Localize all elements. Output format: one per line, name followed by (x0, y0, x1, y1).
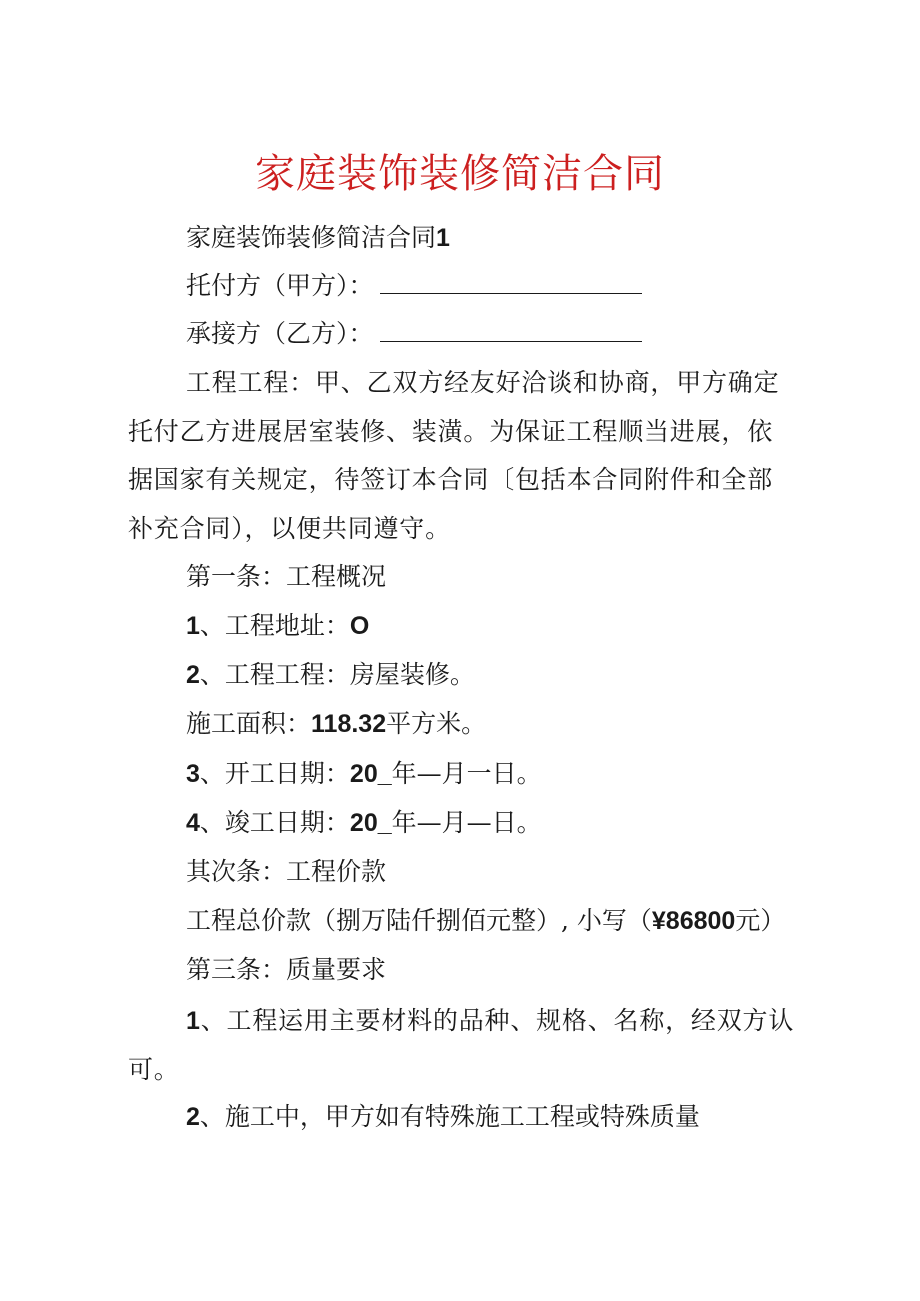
party-a-label: 托付方（甲方）： (186, 271, 374, 300)
price-text: 工程总价款（捌万陆仟捌佰元整）, 小写（ (186, 906, 652, 935)
price-amount: ¥86800 (651, 907, 736, 935)
item-number: 3 (186, 760, 200, 788)
start-date-label: 、开工日期： (199, 759, 350, 788)
area-value: 118.32 (311, 710, 387, 738)
subtitle-text: 家庭装饰装修简洁合同 (186, 223, 437, 252)
item-number: 1 (186, 1007, 201, 1035)
party-b-blank (380, 317, 642, 342)
document-title: 家庭装饰装修简洁合同 (255, 151, 665, 197)
quality-item-2-text: 、施工中，甲方如有特殊施工工程或特殊质量 (199, 1102, 700, 1131)
quality-item-1 (128, 997, 798, 1094)
item-number: 2 (186, 1103, 200, 1131)
party-a-line (186, 268, 642, 304)
end-date-label: 、竣工日期： (199, 808, 350, 837)
party-a-blank (380, 269, 642, 294)
start-date-year: 20_ (349, 760, 392, 788)
party-b-label: 承接方（乙方）： (186, 319, 374, 348)
end-date-year: 20_ (349, 809, 392, 837)
party-b-line (186, 316, 642, 352)
address-value: O (349, 612, 370, 640)
total-price-line (186, 903, 785, 939)
address-label: 、工程地址： (199, 611, 350, 640)
article2-heading: 其次条：工程价款 (186, 857, 387, 886)
area-label: 施工面积： (186, 709, 312, 738)
quality-item-2 (186, 1099, 700, 1135)
contract-subtitle (186, 220, 450, 256)
start-date-rest: 年—月一日。 (391, 759, 542, 788)
subtitle-number: 1 (436, 224, 450, 252)
item-number: 4 (186, 809, 200, 837)
start-date-line (186, 756, 542, 792)
article1-heading: 第一条：工程概况 (186, 562, 387, 591)
intro-paragraph: 工程工程：甲、乙双方经友好洽谈和协商，甲方确定托付乙方进展居室装修、装潢。为保证工程顺当进展，依据国家有关规定，待签订本合同〔包括本合同附件和全部补充合同），以便共同遵守。 (128, 368, 780, 543)
item-number: 1 (186, 612, 200, 640)
area-unit: 平方米。 (386, 709, 487, 738)
project-address-line (186, 608, 369, 644)
price-suffix: 元） (735, 906, 786, 935)
quality-item-1-text: 、工程运用主要材料的品种、规格、名称，经双方认可。 (128, 1006, 795, 1084)
item-number: 2 (186, 661, 200, 689)
article3-heading: 第三条：质量要求 (186, 955, 387, 984)
end-date-rest: 年—月—日。 (391, 808, 542, 837)
project-type-line (186, 657, 475, 693)
construction-area-line (186, 706, 486, 742)
end-date-line (186, 805, 542, 841)
project-label: 、工程工程：房屋装修。 (199, 660, 475, 689)
